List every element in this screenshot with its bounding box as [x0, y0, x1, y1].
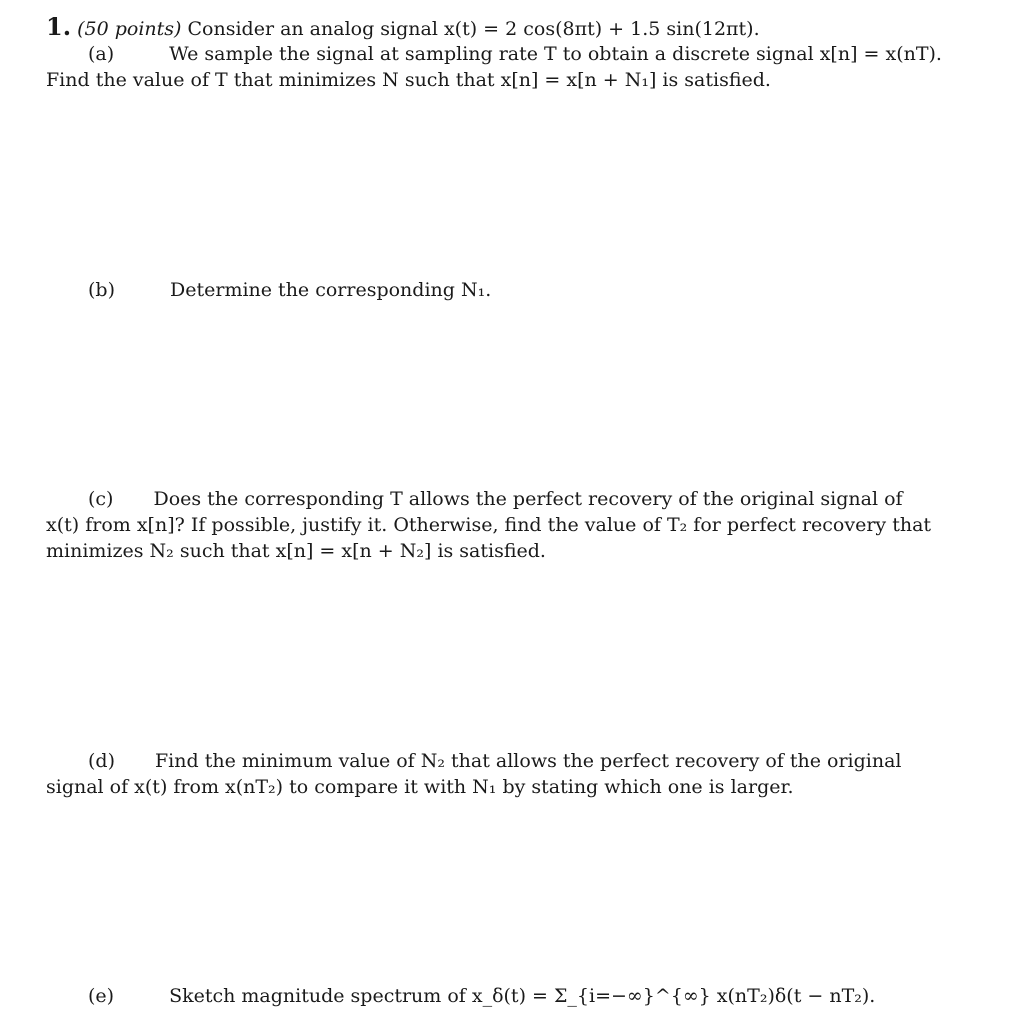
part-c-text-1: Does the corresponding T allows the perfect recovery of the original signal of — [153, 488, 903, 510]
part-e-text-1: Sketch magnitude spectrum of x_δ(t) = Σ_{i=−∞}^{∞} x(nT₂)δ(t − nT₂). — [169, 985, 876, 1007]
problem-header — [46, 14, 760, 42]
part-d-line-2 — [46, 774, 794, 800]
part-c-text-3: minimizes N₂ such that x[n] = x[n + N₂] is satisfied. — [46, 540, 546, 562]
part-d-text-2: signal of x(t) from x(nT₂) to compare it with N₁ by stating which one is larger. — [46, 776, 794, 798]
part-c-line-2 — [46, 512, 931, 538]
part-d-text-1: Find the minimum value of N₂ that allows the perfect recovery of the original — [155, 750, 902, 772]
part-d-line-1 — [88, 748, 902, 774]
part-c-text-2: x(t) from x[n]? If possible, justify it. Otherwise, find the value of T₂ for perfect recovery that — [46, 514, 932, 536]
problem-points: (50 points) — [77, 18, 182, 40]
part-b-text-1: Determine the corresponding N₁. — [170, 279, 492, 301]
part-a-line-1 — [88, 41, 942, 67]
part-d-label: (d) — [88, 750, 115, 772]
problem-intro: Consider an analog signal x(t) = 2 cos(8πt) + 1.5 sin(12πt). — [187, 18, 760, 40]
part-c-line-1 — [88, 486, 903, 512]
part-b — [88, 277, 491, 303]
part-c-label: (c) — [88, 488, 114, 510]
part-a-line-2 — [46, 67, 771, 93]
part-c-line-3 — [46, 538, 546, 564]
part-a-label: (a) — [88, 43, 115, 65]
part-a-text-1: We sample the signal at sampling rate T to obtain a discrete signal x[n] = x(nT). — [169, 43, 942, 65]
part-b-label: (b) — [88, 279, 115, 301]
part-e-label: (e) — [88, 985, 115, 1007]
part-e — [88, 983, 875, 1009]
part-a-text-2: Find the value of T that minimizes N such that x[n] = x[n + N₁] is satisfied. — [46, 69, 771, 91]
problem-number: 1. — [46, 12, 72, 41]
